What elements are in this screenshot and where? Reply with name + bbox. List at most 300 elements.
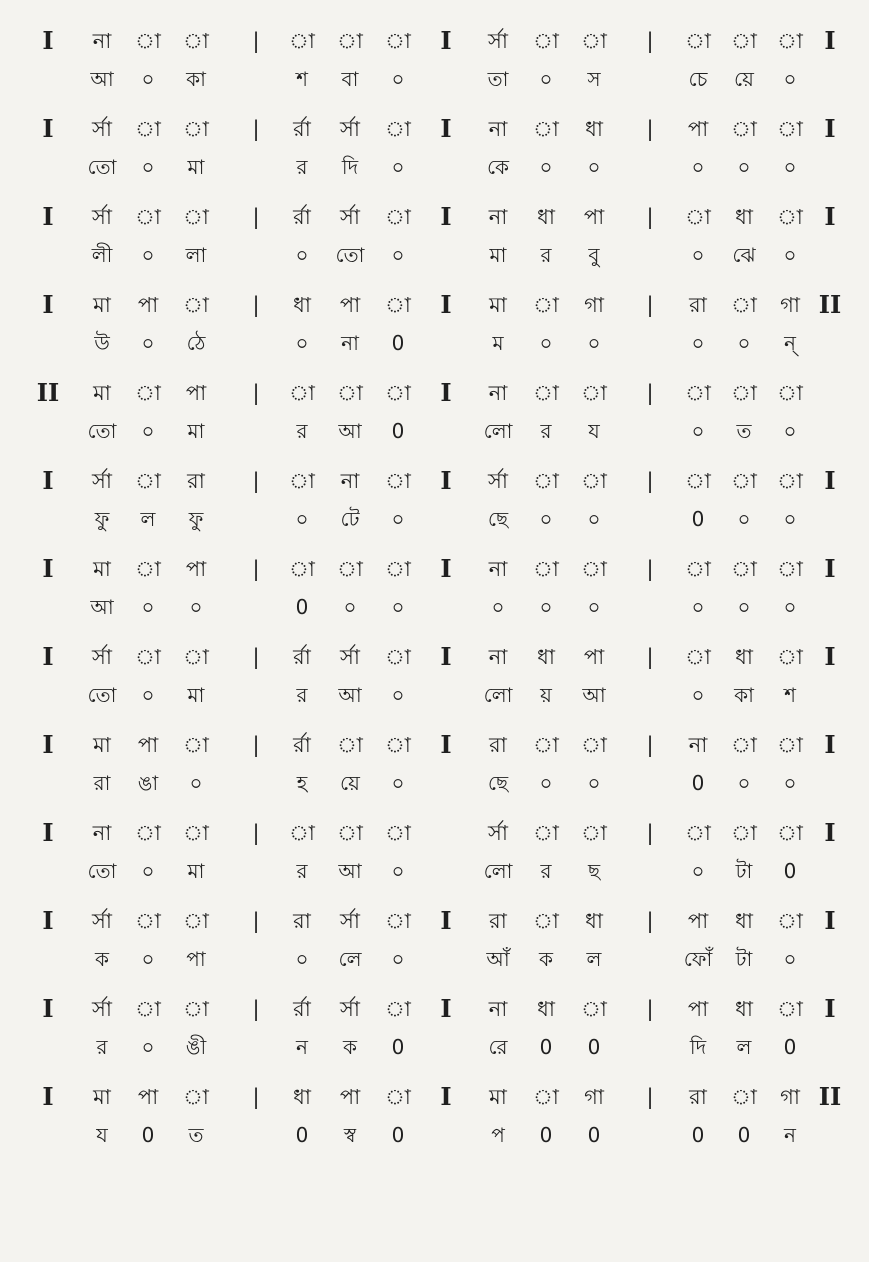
swara-note: া (385, 293, 411, 317)
swara-note: া (533, 381, 559, 405)
lyric-syllable: য় (540, 683, 552, 707)
lyric-row (0, 768, 869, 798)
lyric-syllable: র (296, 683, 308, 707)
lyric-syllable: ০ (295, 243, 309, 267)
swara-row (0, 26, 869, 56)
bar-line: I (42, 730, 54, 759)
lyric-syllable: লো (483, 859, 513, 883)
lyric-syllable: ঙী (185, 1035, 207, 1059)
swara-note: মা (93, 557, 111, 581)
bar-line: I (42, 642, 54, 671)
bar-line: I (824, 26, 836, 55)
lyric-syllable: র (540, 419, 552, 443)
swara-note: া (777, 557, 803, 581)
bar-line: I (440, 466, 452, 495)
bar-line: I (440, 290, 452, 319)
lyric-syllable: আ (338, 683, 362, 707)
notation-line-block (0, 994, 869, 1080)
bar-line: I (440, 1082, 452, 1111)
lyric-syllable: ০ (691, 859, 705, 883)
lyric-syllable: য়ে (734, 67, 754, 91)
bar-line: I (824, 114, 836, 143)
swara-note: া (135, 821, 161, 845)
lyric-syllable: তো (87, 683, 117, 707)
swara-row (0, 642, 869, 672)
lyric-syllable: ছে (487, 771, 509, 795)
swara-note: া (533, 469, 559, 493)
swara-note: া (135, 909, 161, 933)
swara-note: না (488, 997, 508, 1021)
swara-note: া (385, 557, 411, 581)
lyric-syllable: ছ (587, 859, 601, 883)
swara-note: া (685, 469, 711, 493)
swara-note: া (385, 117, 411, 141)
lyric-syllable: ০ (391, 859, 405, 883)
lyric-syllable: ০ (783, 243, 797, 267)
bar-line: I (824, 642, 836, 671)
lyric-syllable: কা (186, 67, 206, 91)
lyric-syllable: ল (140, 507, 156, 531)
lyric-syllable: র (540, 859, 552, 883)
lyric-syllable: ঝে (732, 243, 756, 267)
lyric-syllable: ০ (539, 507, 553, 531)
lyric-syllable: টা (735, 859, 753, 883)
lyric-syllable: ন্ (784, 331, 796, 355)
lyric-syllable: ফু (94, 507, 110, 531)
swara-row (0, 114, 869, 144)
lyric-syllable: ০ (141, 947, 155, 971)
lyric-syllable: ফু (188, 507, 204, 531)
lyric-syllable: ০ (141, 595, 155, 619)
swara-note: মা (93, 1085, 111, 1109)
swara-note: া (289, 821, 315, 845)
lyric-syllable: তো (87, 859, 117, 883)
lyric-syllable: আ (338, 419, 362, 443)
notation-line-block (0, 554, 869, 640)
swara-note: া (581, 29, 607, 53)
swara-note: া (731, 29, 757, 53)
lyric-syllable: 0 (391, 331, 405, 355)
swara-note: া (777, 821, 803, 845)
swara-note: া (685, 645, 711, 669)
lyric-syllable: ০ (391, 683, 405, 707)
swara-note: র্সা (340, 645, 360, 669)
lyric-syllable: 0 (295, 1123, 309, 1147)
swara-note: া (685, 821, 711, 845)
beat-divider: | (252, 381, 260, 405)
swara-row (0, 554, 869, 584)
swara-note: ধা (537, 997, 555, 1021)
bar-line: I (824, 906, 836, 935)
swara-note: া (289, 381, 315, 405)
lyric-syllable: ০ (141, 1035, 155, 1059)
swara-note: র্সা (488, 469, 508, 493)
swara-note: া (289, 469, 315, 493)
lyric-syllable: র (296, 155, 308, 179)
swara-note: র্সা (340, 117, 360, 141)
beat-divider: | (252, 645, 260, 669)
bar-line: I (440, 554, 452, 583)
lyric-syllable: ০ (737, 155, 751, 179)
swara-note: া (533, 29, 559, 53)
swara-note: র্রা (293, 117, 311, 141)
lyric-syllable: ছে (487, 507, 509, 531)
lyric-syllable: ম (492, 331, 504, 355)
lyric-syllable: ০ (141, 67, 155, 91)
lyric-syllable: র (96, 1035, 108, 1059)
bar-line: I (440, 378, 452, 407)
swara-note: ধা (735, 205, 753, 229)
lyric-row (0, 416, 869, 446)
beat-divider: | (252, 469, 260, 493)
lyric-syllable: ০ (691, 595, 705, 619)
lyric-syllable: 0 (691, 507, 705, 531)
lyric-syllable: রে (488, 1035, 508, 1059)
swara-note: া (135, 645, 161, 669)
swara-note: র্সা (340, 997, 360, 1021)
swara-note: রা (689, 1085, 707, 1109)
lyric-row (0, 944, 869, 974)
lyric-syllable: ০ (391, 771, 405, 795)
lyric-syllable: ০ (587, 331, 601, 355)
swara-note: া (385, 469, 411, 493)
swara-note: রা (689, 293, 707, 317)
notation-line-block (0, 642, 869, 728)
swara-note: গা (780, 293, 800, 317)
lyric-syllable: ০ (737, 331, 751, 355)
swara-note: া (385, 205, 411, 229)
lyric-syllable: পা (186, 947, 206, 971)
lyric-syllable: ০ (587, 595, 601, 619)
lyric-syllable: 0 (783, 1035, 797, 1059)
swara-note: া (731, 117, 757, 141)
lyric-syllable: ০ (391, 155, 405, 179)
lyric-syllable: র (296, 419, 308, 443)
bar-line: I (440, 26, 452, 55)
swara-note: া (581, 733, 607, 757)
lyric-syllable: র (540, 243, 552, 267)
swara-note: া (385, 909, 411, 933)
swara-note: া (183, 1085, 209, 1109)
swara-note: ধা (735, 909, 753, 933)
bar-line: I (440, 994, 452, 1023)
bar-line: II (818, 290, 842, 319)
swara-row (0, 378, 869, 408)
lyric-syllable: তো (87, 155, 117, 179)
lyric-syllable: ০ (539, 595, 553, 619)
lyric-syllable: আঁ (486, 947, 510, 971)
bar-line: I (440, 114, 452, 143)
bar-line: I (440, 730, 452, 759)
swara-note: া (337, 381, 363, 405)
beat-divider: | (252, 293, 260, 317)
beat-divider: | (646, 29, 654, 53)
swara-note: া (385, 821, 411, 845)
lyric-syllable: ০ (737, 771, 751, 795)
lyric-syllable: ০ (539, 155, 553, 179)
swara-row (0, 1082, 869, 1112)
notation-line-block (0, 730, 869, 816)
lyric-syllable: টা (735, 947, 753, 971)
lyric-syllable: মা (187, 155, 205, 179)
lyric-syllable: ০ (391, 947, 405, 971)
lyric-syllable: য (96, 1123, 108, 1147)
swara-note: া (289, 29, 315, 53)
lyric-syllable: ০ (295, 331, 309, 355)
swara-note: া (731, 821, 757, 845)
swara-row (0, 994, 869, 1024)
swara-note: া (533, 557, 559, 581)
swara-note: া (135, 29, 161, 53)
lyric-syllable: আ (90, 595, 114, 619)
lyric-row (0, 856, 869, 886)
bar-line: I (42, 818, 54, 847)
beat-divider: | (646, 997, 654, 1021)
notation-line-block (0, 114, 869, 200)
swara-note: ধা (293, 293, 311, 317)
swara-note: পা (687, 117, 709, 141)
swara-note: া (183, 997, 209, 1021)
bar-line: I (440, 906, 452, 935)
notation-line-block (0, 26, 869, 112)
lyric-syllable: ০ (783, 771, 797, 795)
lyric-syllable: ঠে (186, 331, 206, 355)
swara-note: া (183, 29, 209, 53)
lyric-syllable: ০ (391, 243, 405, 267)
notation-line-block (0, 1082, 869, 1168)
lyric-syllable: ক (95, 947, 109, 971)
bar-line: I (440, 642, 452, 671)
swara-note: না (688, 733, 708, 757)
swara-note: র্সা (92, 645, 112, 669)
lyric-syllable: ০ (391, 507, 405, 531)
lyric-syllable: 0 (691, 771, 705, 795)
swara-note: া (777, 117, 803, 141)
bar-line: I (824, 730, 836, 759)
lyric-syllable: ০ (391, 595, 405, 619)
beat-divider: | (646, 293, 654, 317)
swara-note: া (183, 821, 209, 845)
swara-note: পা (339, 1085, 361, 1109)
lyric-syllable: ন (296, 1035, 308, 1059)
lyric-syllable: ০ (189, 771, 203, 795)
bar-line: I (42, 202, 54, 231)
swara-note: া (581, 557, 607, 581)
lyric-syllable: মা (187, 419, 205, 443)
swara-note: া (183, 117, 209, 141)
swara-note: া (385, 1085, 411, 1109)
swara-note: পা (687, 909, 709, 933)
lyric-syllable: মা (489, 243, 507, 267)
bar-line: I (42, 114, 54, 143)
swara-note: মা (93, 293, 111, 317)
swara-note: া (581, 469, 607, 493)
swara-note: র্সা (92, 469, 112, 493)
bar-line: I (42, 290, 54, 319)
swara-note: া (685, 29, 711, 53)
beat-divider: | (646, 469, 654, 493)
lyric-row (0, 240, 869, 270)
swara-note: া (183, 733, 209, 757)
swara-note: া (533, 821, 559, 845)
swara-note: া (135, 469, 161, 493)
swara-note: না (92, 821, 112, 845)
swara-note: া (685, 557, 711, 581)
swara-note: া (533, 117, 559, 141)
lyric-syllable: ০ (783, 595, 797, 619)
swara-note: া (183, 645, 209, 669)
lyric-syllable: ০ (491, 595, 505, 619)
beat-divider: | (252, 997, 260, 1021)
lyric-syllable: 0 (587, 1123, 601, 1147)
swara-note: া (533, 1085, 559, 1109)
lyric-syllable: ফোঁ (683, 947, 713, 971)
notation-line-block (0, 378, 869, 464)
lyric-syllable: ০ (391, 67, 405, 91)
lyric-syllable: ০ (295, 507, 309, 531)
lyric-syllable: ০ (691, 331, 705, 355)
lyric-syllable: 0 (539, 1035, 553, 1059)
swara-note: র্রা (293, 205, 311, 229)
swara-note: া (385, 733, 411, 757)
bar-line: I (42, 26, 54, 55)
lyric-syllable: ০ (343, 595, 357, 619)
lyric-row (0, 328, 869, 358)
swara-note: া (777, 469, 803, 493)
swara-note: া (777, 645, 803, 669)
lyric-syllable: 0 (391, 1123, 405, 1147)
bar-line: I (42, 994, 54, 1023)
lyric-syllable: কে (486, 155, 510, 179)
swara-note: রা (293, 909, 311, 933)
swara-note: পা (185, 381, 207, 405)
swara-note: না (488, 205, 508, 229)
lyric-syllable: শ (784, 683, 796, 707)
lyric-syllable: ০ (737, 507, 751, 531)
bar-line: I (42, 466, 54, 495)
bar-line: I (824, 554, 836, 583)
lyric-syllable: উ (94, 331, 110, 355)
swara-note: া (385, 645, 411, 669)
lyric-syllable: ত (188, 1123, 204, 1147)
lyric-syllable: ০ (141, 683, 155, 707)
swara-note: া (731, 733, 757, 757)
lyric-syllable: য়ে (340, 771, 360, 795)
swara-note: গা (584, 293, 604, 317)
lyric-syllable: মা (187, 683, 205, 707)
lyric-syllable: ০ (737, 595, 751, 619)
lyric-syllable: ত (736, 419, 752, 443)
swara-note: া (731, 381, 757, 405)
lyric-syllable: য (588, 419, 600, 443)
lyric-syllable: বু (588, 243, 600, 267)
lyric-syllable: ০ (587, 507, 601, 531)
lyric-syllable: মা (187, 859, 205, 883)
lyric-syllable: ঙা (137, 771, 159, 795)
swara-note: া (183, 293, 209, 317)
lyric-syllable: 0 (539, 1123, 553, 1147)
swara-note: র্রা (293, 645, 311, 669)
bar-line: II (818, 1082, 842, 1111)
swara-note: না (488, 381, 508, 405)
notation-line-block (0, 906, 869, 992)
lyric-syllable: 0 (691, 1123, 705, 1147)
swara-note: গা (780, 1085, 800, 1109)
lyric-syllable: দি (341, 155, 359, 179)
lyric-syllable: আ (582, 683, 606, 707)
swara-note: া (385, 997, 411, 1021)
lyric-syllable: তো (87, 419, 117, 443)
lyric-syllable: হ (296, 771, 308, 795)
beat-divider: | (252, 557, 260, 581)
lyric-syllable: ল (586, 947, 602, 971)
swara-note: পা (583, 205, 605, 229)
lyric-syllable: ০ (141, 331, 155, 355)
lyric-syllable: স্ব (343, 1123, 357, 1147)
lyric-syllable: 0 (737, 1123, 751, 1147)
beat-divider: | (646, 381, 654, 405)
bar-line: I (440, 202, 452, 231)
beat-divider: | (646, 557, 654, 581)
swara-note: মা (93, 381, 111, 405)
lyric-row (0, 680, 869, 710)
lyric-row (0, 592, 869, 622)
swara-note: া (685, 205, 711, 229)
swara-note: র্রা (293, 733, 311, 757)
swara-note: ধা (585, 117, 603, 141)
swara-note: া (777, 997, 803, 1021)
lyric-syllable: তা (487, 67, 509, 91)
swara-note: পা (687, 997, 709, 1021)
lyric-syllable: 0 (141, 1123, 155, 1147)
swara-note: পা (137, 1085, 159, 1109)
swara-note: া (533, 733, 559, 757)
swara-row (0, 730, 869, 760)
lyric-syllable: ন (784, 1123, 796, 1147)
lyric-syllable: ল (736, 1035, 752, 1059)
swara-note: র্সা (340, 909, 360, 933)
lyric-row (0, 64, 869, 94)
swara-note: ধা (735, 645, 753, 669)
lyric-syllable: দি (689, 1035, 707, 1059)
lyric-syllable: ০ (691, 155, 705, 179)
beat-divider: | (252, 117, 260, 141)
swara-note: র্রা (293, 997, 311, 1021)
lyric-syllable: চে (688, 67, 708, 91)
swara-note: া (777, 381, 803, 405)
bar-line: I (42, 554, 54, 583)
lyric-syllable: 0 (391, 1035, 405, 1059)
swara-row (0, 202, 869, 232)
swara-note: র্সা (92, 909, 112, 933)
beat-divider: | (252, 29, 260, 53)
swara-note: না (488, 117, 508, 141)
lyric-syllable: ০ (539, 331, 553, 355)
lyric-row (0, 504, 869, 534)
lyric-syllable: ০ (783, 155, 797, 179)
lyric-syllable: তো (335, 243, 365, 267)
swara-note: না (488, 557, 508, 581)
bar-line: II (36, 378, 60, 407)
swara-note: া (777, 909, 803, 933)
swara-note: পা (137, 733, 159, 757)
swara-note: া (135, 205, 161, 229)
beat-divider: | (646, 205, 654, 229)
beat-divider: | (252, 1085, 260, 1109)
lyric-syllable: ০ (141, 419, 155, 443)
lyric-syllable: ক (343, 1035, 357, 1059)
lyric-syllable: ০ (295, 947, 309, 971)
